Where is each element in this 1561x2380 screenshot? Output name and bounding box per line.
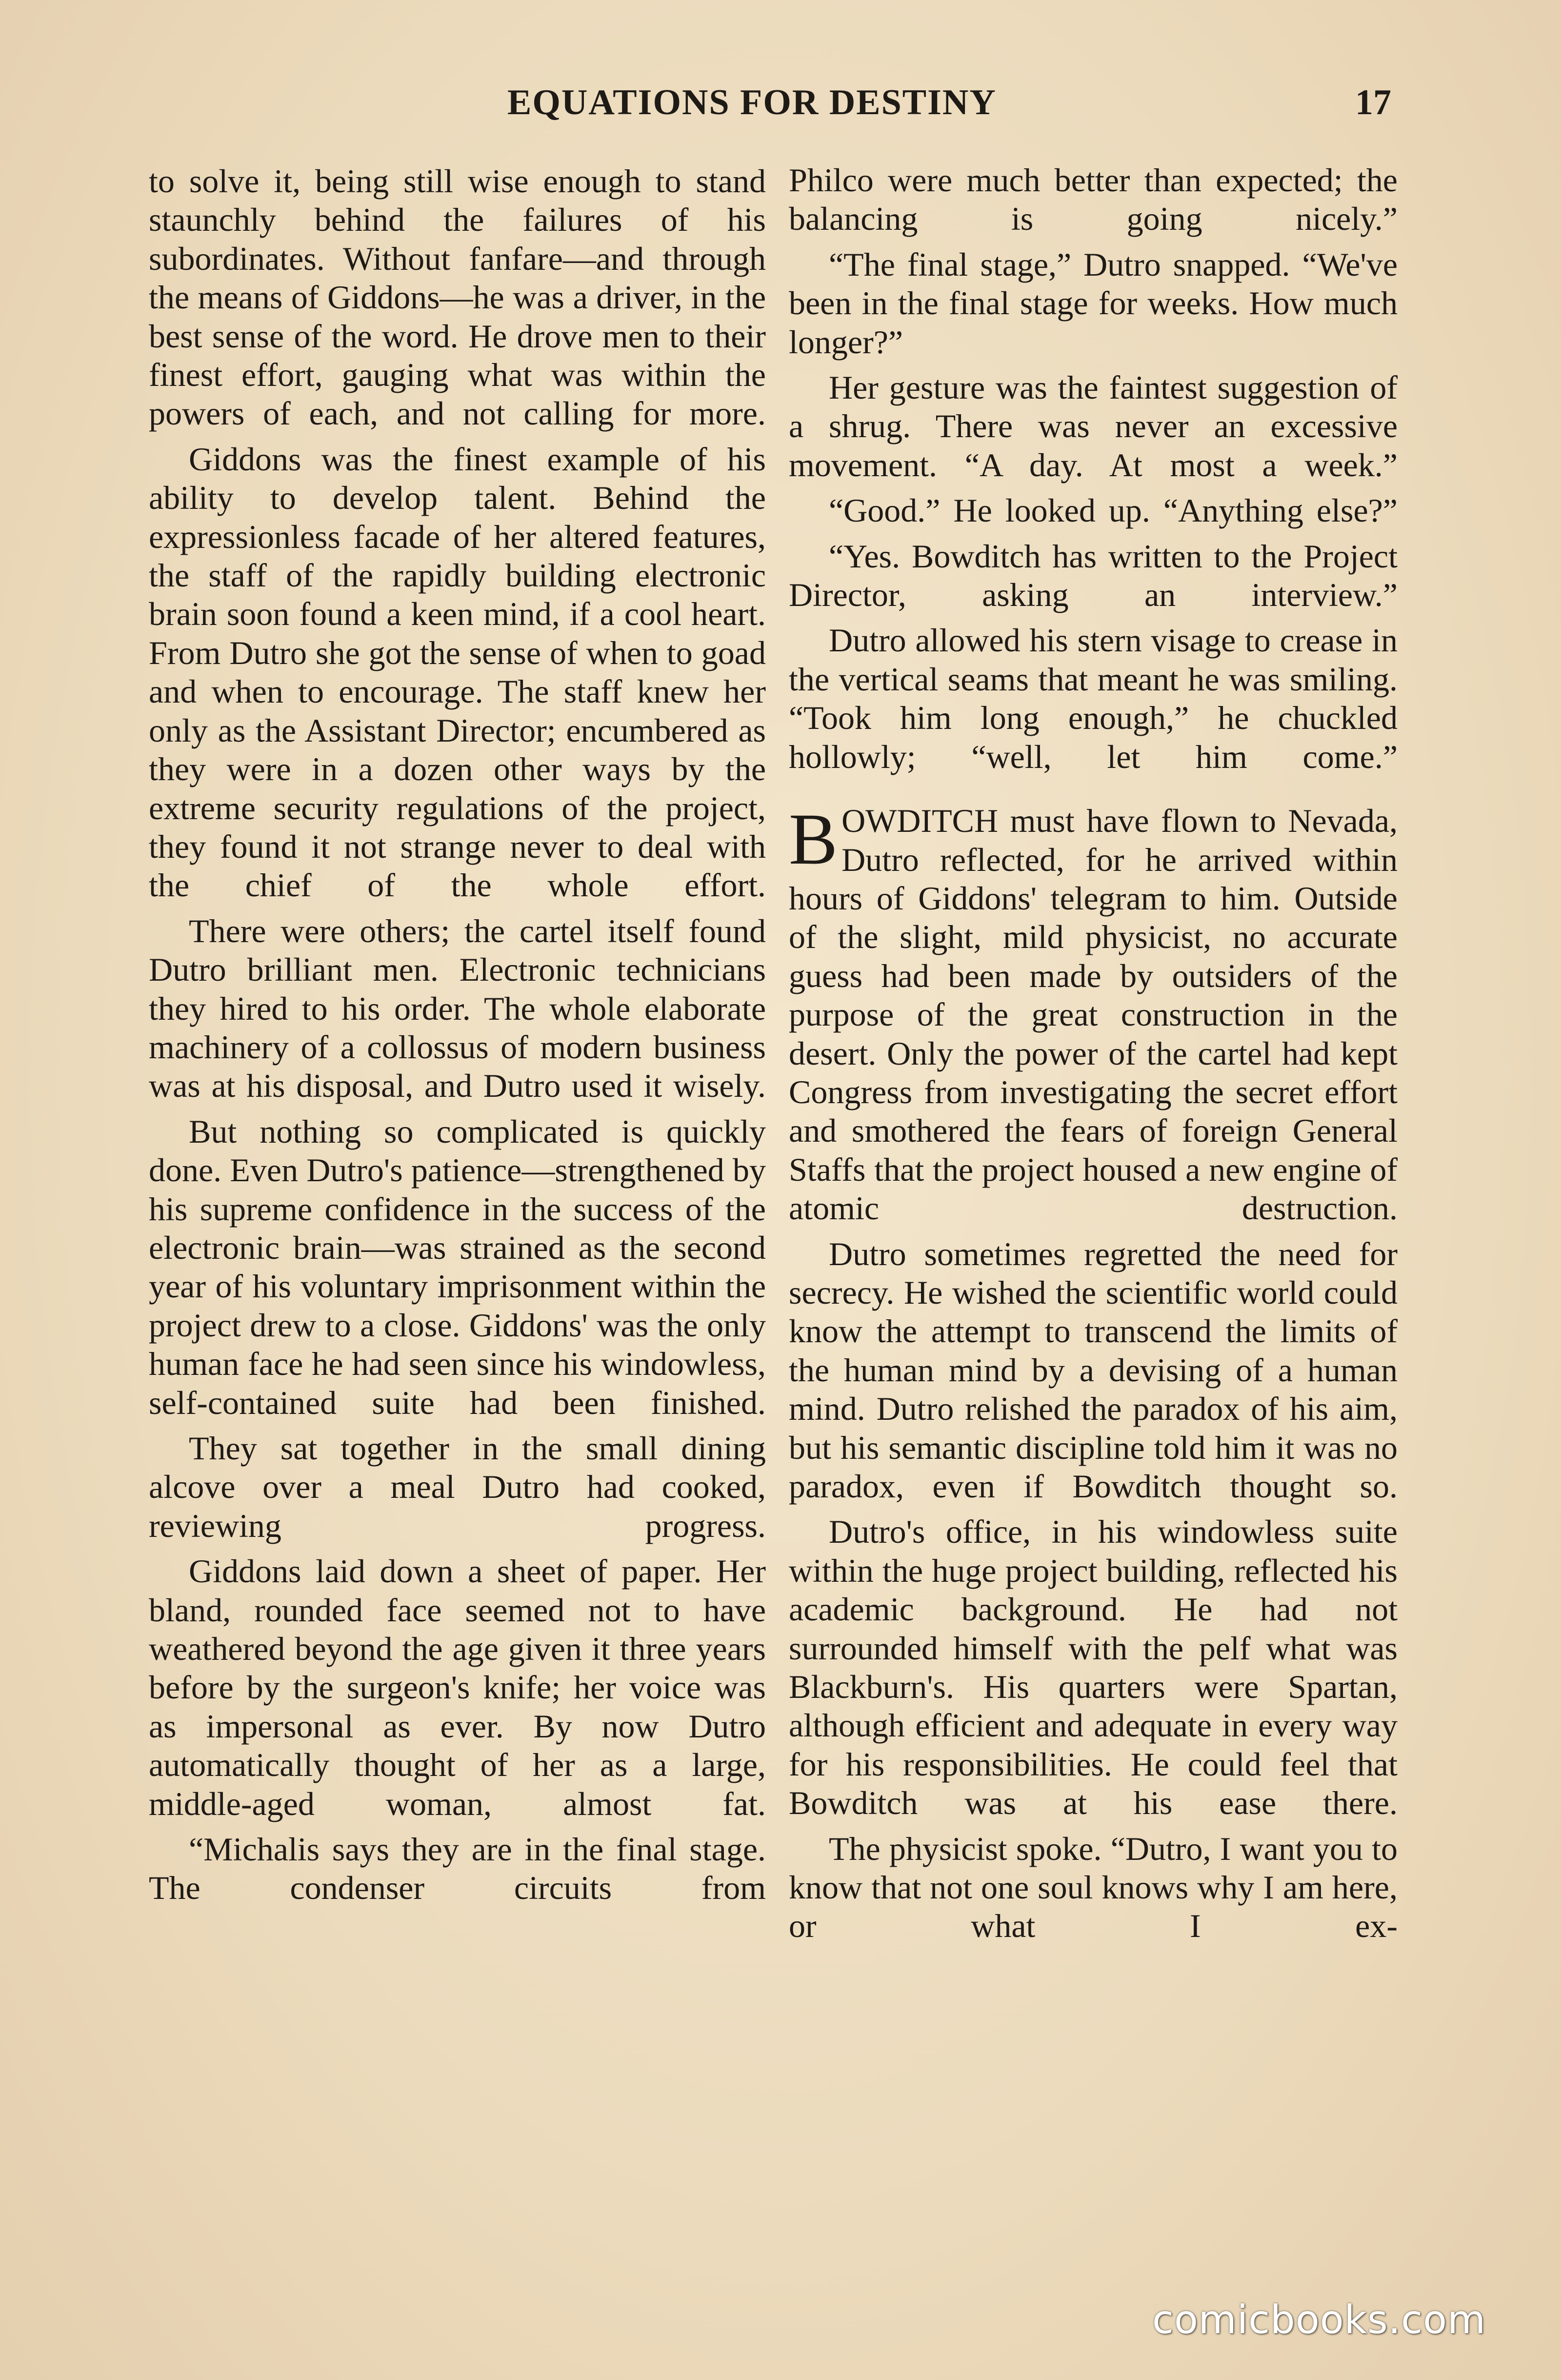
paragraph: Her gesture was the faintest suggestion of a shrug. There was never an excessive movement. “A day. At most a week.”: [789, 369, 1398, 484]
left-column: [149, 162, 766, 1908]
right-column: [789, 161, 1398, 1946]
running-title: EQUATIONS FOR DESTINY: [507, 82, 997, 122]
drop-cap: B: [789, 799, 838, 880]
paragraph: The physicist spoke. “Dutro, I want you to know that not one soul knows why I am here, or what I ex-: [789, 1830, 1398, 1945]
paragraph: Giddons laid down a sheet of paper. Her bland, rounded face seemed not to have weathered beyond the age given it three years before by the surgeon's knife; her voice was as impersonal as ever. By now Dutro automatically thought of her as a large, middle-aged woman, almost fat.: [149, 1553, 766, 1822]
page-number: 17: [1355, 82, 1391, 122]
paragraph: Giddons was the finest example of his ability to develop talent. Behind the expressionless facade of her altered features, the staff of the rapidly building electronic brain soon found a keen mind, if a cool heart. From Dutro she got the sense of when to goad and when to encourage. The staff knew her only as the Assistant Director; encumbered as they were in a dozen other ways by the extreme security regulations of the project, they found it not strange never to deal with the chief of the whole effort.: [149, 440, 766, 904]
watermark-logo: comicbooks.com: [1152, 2297, 1486, 2342]
paragraph: There were others; the cartel itself found Dutro brilliant men. Electronic technicians they hired to his order. The whole elaborate machinery of a collossus of modern business was at his disposal, and Dutro used it wisely.: [149, 912, 766, 1105]
paragraph: Philco were much better than expected; the balancing is going nicely.”: [789, 161, 1398, 238]
paragraph: They sat together in the small dining alcove over a meal Dutro had cooked, reviewing progress.: [149, 1430, 766, 1544]
paragraph: Dutro sometimes regretted the need for secrecy. He wished the scientific world could know the attempt to transcend the limits of the human mind by a devising of a human mind. Dutro relished the paradox of his aim, but his semantic discipline told him it was no paradox, even if Bowditch thought so.: [789, 1235, 1398, 1505]
paragraph: “Yes. Bowditch has written to the Project Director, asking an interview.”: [789, 537, 1398, 614]
paragraph: But nothing so complicated is quickly done. Even Dutro's patience—strengthened by his supreme confidence in the success of the electronic brain—was strained as the second year of his voluntary imprisonment within the project drew to a close. Giddons' was the only human face he had seen since his windowless, self-contained suite had been finished.: [149, 1112, 766, 1421]
paragraph: to solve it, being still wise enough to stand staunchly behind the failures of his subordinates. Without fanfare—and through the means of Giddons—he was a driver, in the best sense of the word. He drove men to their finest effort, gauging what was within the powers of each, and not calling for more.: [149, 162, 766, 432]
section-opening-text: OWDITCH must have flown to Nevada, Dutro reflected, for he arrived within hours of Giddons' telegram to him. Outside of the slight, mild physicist, no accurate guess had been made by outsiders of the purpose of the great construction in the desert. Only the power of the cartel had kept Congress from investigating the secret effort and smothered the fears of foreign General Staffs that the project housed a new engine of atomic destruction.: [789, 802, 1398, 1227]
section-opening-paragraph: [789, 799, 1398, 1228]
paragraph: “Good.” He looked up. “Anything else?”: [829, 492, 1398, 529]
paragraph: Dutro allowed his stern visage to crease in the vertical seams that meant he was smiling. “Took him long enough,” he chuckled hollowly; “well, let him come.”: [789, 622, 1398, 775]
paragraph: “Michalis says they are in the final stage. The condenser circuits from: [149, 1831, 766, 1907]
paragraph: “The final stage,” Dutro snapped. “We've been in the final stage for weeks. How much longer?”: [789, 245, 1398, 361]
paragraph: Dutro's office, in his windowless suite within the huge project building, reflected his academic background. He had not surrounded himself with the pelf what was Blackburn's. His quarters were Spartan, although efficient and adequate in every way for his responsibilities. He could feel that Bowditch was at his ease there.: [789, 1513, 1398, 1822]
page-header: [0, 82, 1561, 126]
